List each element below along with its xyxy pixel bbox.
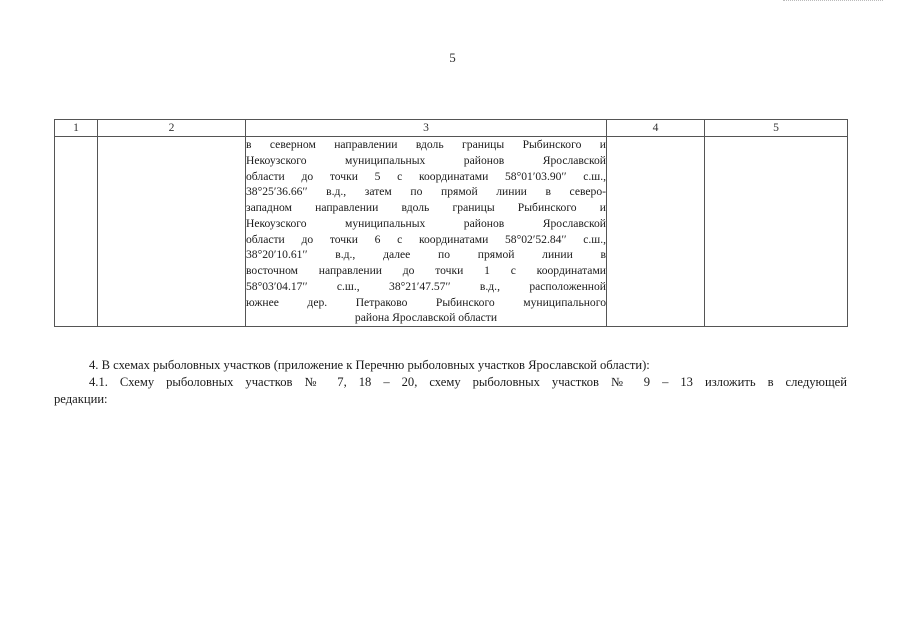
description-line: в северном направлении вдоль границы Рыбинского и <box>246 138 606 151</box>
paragraph-4-text: 4. В схемах рыболовных участков (приложение к Перечню рыболовных участков Ярославской области): <box>89 358 650 372</box>
description-line: области до точки 5 с координатами 58°01′03.90′′ с.ш., <box>246 169 606 183</box>
description-line: Некоузского муниципальных районов Ярославской <box>246 153 606 167</box>
column-header-4: 4 <box>607 120 705 137</box>
description-line: района Ярославской области <box>354 311 498 325</box>
column-header-2: 2 <box>98 120 246 137</box>
paragraph-4-1-line-1: 4.1. Схему рыболовных участков № 7, 18 – 20, схему рыболовных участков № 9 – 13 изложить в следующей <box>89 375 847 389</box>
column-header-5: 5 <box>705 120 848 137</box>
paragraph-4 <box>54 357 847 374</box>
cell-col-5 <box>705 137 848 327</box>
cell-col-2 <box>98 137 246 327</box>
cell-col-4 <box>607 137 705 327</box>
paragraph-4-1 <box>54 374 847 408</box>
description-line: южнее дер. Петраково Рыбинского муниципального <box>246 295 606 309</box>
description-line: 58°03′04.17′′ с.ш., 38°21′47.57′′ в.д., расположенной <box>246 279 606 293</box>
coordinates-table <box>54 119 848 327</box>
paragraph-4-1-line-2: редакции: <box>54 392 108 406</box>
table-row <box>55 137 848 327</box>
page-number: 5 <box>449 50 456 65</box>
description-line: области до точки 6 с координатами 58°02′52.84′′ с.ш., <box>246 232 606 246</box>
table-header-row <box>55 120 848 137</box>
column-header-1: 1 <box>55 120 98 137</box>
cell-col-1 <box>55 137 98 327</box>
description-line: 38°20′10.61′′ в.д., далее по прямой линии в <box>246 248 606 262</box>
column-header-3: 3 <box>246 120 607 137</box>
description-line: западном направлении вдоль границы Рыбинского и <box>246 201 606 214</box>
boundary-description-cell <box>246 137 607 327</box>
scan-edge-marks <box>783 0 883 3</box>
description-line: Некоузского муниципальных районов Ярославской <box>246 216 606 230</box>
description-line: восточном направлении до точки 1 с координатами <box>246 264 606 277</box>
description-line: 38°25′36.66′′ в.д., затем по прямой линии в северо- <box>246 185 606 199</box>
